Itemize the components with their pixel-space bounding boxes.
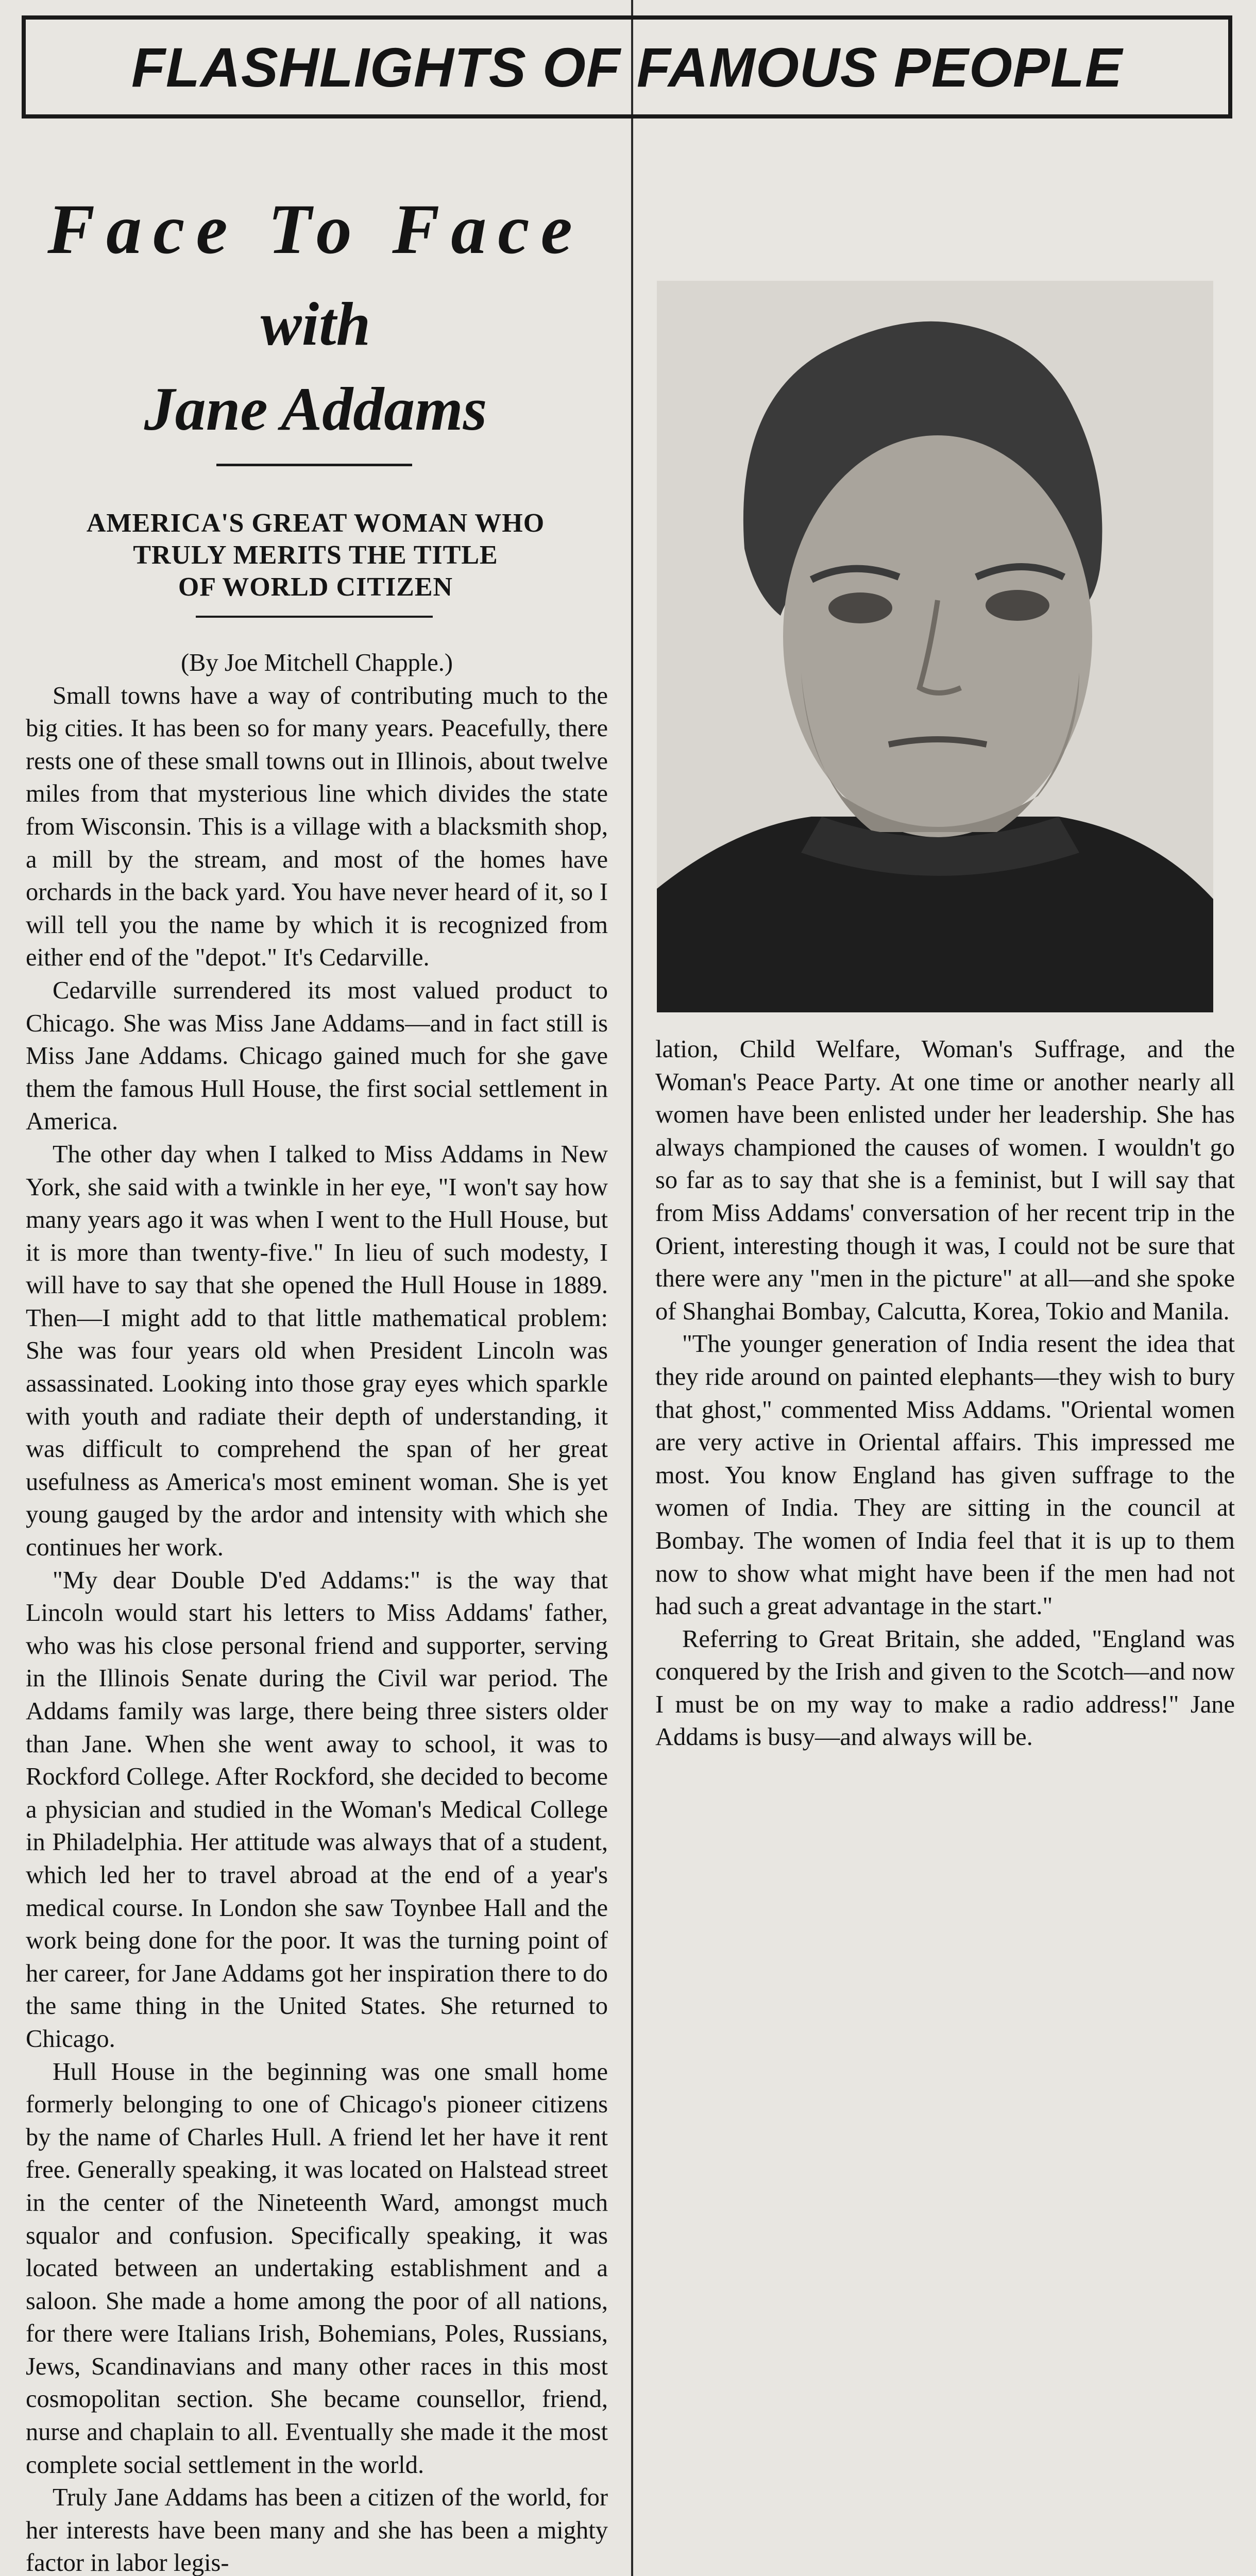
- article-paragraph: lation, Child Welfare, Woman's Suffrage, and the Woman's Peace Party. At one time or another nearly all women have been enlisted under her leadership. She has always championed the causes of women. I wouldn't go so far as to say that she is a feminist, but I will say that from Miss Addams' conversation of her recent trip in the Orient, interesting though it was, I could not be sure that there were any "men in the picture" at all—and she spoke of Shanghai Bombay, Calcutta, Korea, Tokio and Manila.: [655, 1036, 1235, 1325]
- article-paragraph: "The younger generation of India resent the idea that they ride around on painted elephants—they wish to bury that ghost," commented Miss Addams. "Oriental women are very active in Oriental affairs. This impressed me most. You know England has given suffrage to the women of India. They are sitting in the council at Bombay. The women of India feel that it is up to them now to show what might have been if the men had not had such a great advantage in the start.": [655, 1330, 1235, 1620]
- subheadline: [26, 507, 605, 603]
- article-paragraph: Referring to Great Britain, she added, "England was conquered by the Irish and given to the Scotch—and now I must be on my way to make a radio address!" Jane Addams is busy—and always will be.: [655, 1625, 1235, 1751]
- article-right-column: [655, 1033, 1235, 1754]
- banner-title: FLASHLIGHTS OF FAMOUS PEOPLE: [131, 36, 1123, 98]
- subhead-line-3: OF WORLD CITIZEN: [178, 572, 453, 602]
- article-paragraph: "My dear Double D'ed Addams:" is the way that Lincoln would start his letters to Miss Addams' father, who was his close personal friend and supporter, serving in the Illinois Senate during the Civil war period. The Addams family was large, there being three sisters older than Jane. When she went away to school, it was to Rockford College. After Rockford, she decided to become a physician and studied in the Woman's Medical College in Philadelphia. Her attitude was always that of a student, which led her to travel abroad at the end of a year's medical course. In London she saw Toynbee Hall and the work being done for the poor. It was the turning point of her career, for Jane Addams got her inspiration there to do the same thing in the United States. She returned to Chicago.: [26, 1566, 608, 2053]
- portrait-photo: [657, 281, 1213, 1012]
- article-paragraph: The other day when I talked to Miss Addams in New York, she said with a twinkle in her eye, "I won't say how many years ago it was when I went to the Hull House, but it is more than twenty-five." In lieu of such modesty, I will have to say that she opened the Hull House in 1889. Then—I might add to that little mathematical problem: She was four years old when President Lincoln was assassinated. Looking into those gray eyes which sparkle with youth and radiate their depth of understanding, it was difficult to comprehend the span of her great usefulness as America's most eminent woman. She is yet young gauged by the ardor and intensity with which she continues her work.: [26, 1140, 608, 1562]
- subhead-divider: [196, 616, 433, 618]
- byline: (By Joe Mitchell Chapple.): [180, 649, 453, 676]
- headline-line-2: with: [260, 290, 371, 358]
- article-paragraph: Hull House in the beginning was one small home formerly belonging to one of Chicago's pioneer citizens by the name of Charles Hull. A friend let her have it rent free. Generally speaking, it was located on Halstead street in the center of the Nineteenth Ward, amongst much squalor and confusion. Specifically speaking, it was located between an undertaking establishment and a saloon. She made a home among the poor of all nations, for there were Italians Irish, Bohemians, Poles, Russians, Jews, Scandinavians and many other races in this most cosmopolitan section. She became counsellor, friend, nurse and chaplain to all. Eventually she made it the most complete social settlement in the world.: [26, 2058, 608, 2479]
- subhead-line-2: TRULY MERITS THE TITLE: [133, 540, 498, 570]
- column-rule: [631, 0, 633, 2576]
- article-paragraph: Truly Jane Addams has been a citizen of the world, for her interests have been many and she has been a mighty factor in labor legis-: [26, 2484, 608, 2576]
- article-paragraph: Small towns have a way of contributing much to the big cities. It has been so for many years. Peacefully, there rests one of these small towns out in Illinois, about twelve miles from that mysterious line which divides the state from Wisconsin. This is a village with a blacksmith shop, a mill by the stream, and most of the homes have orchards in the back yard. You have never heard of it, so I will tell you the name by which it is recognized from either end of the "depot." It's Cedarville.: [26, 682, 608, 972]
- article-left-column: [26, 647, 608, 2576]
- headline-line-1: Face To Face: [47, 190, 584, 268]
- section-banner: [22, 15, 1232, 118]
- headline-divider: [216, 464, 412, 466]
- headline-line-3: Jane Addams: [144, 375, 487, 443]
- article-paragraph: Cedarville surrendered its most valued product to Chicago. She was Miss Jane Addams—and in fact still is Miss Jane Addams. Chicago gained much for she gave them the famous Hull House, the first social settlement in America.: [26, 976, 608, 1136]
- subhead-line-1: AMERICA'S GREAT WOMAN WHO: [86, 509, 545, 538]
